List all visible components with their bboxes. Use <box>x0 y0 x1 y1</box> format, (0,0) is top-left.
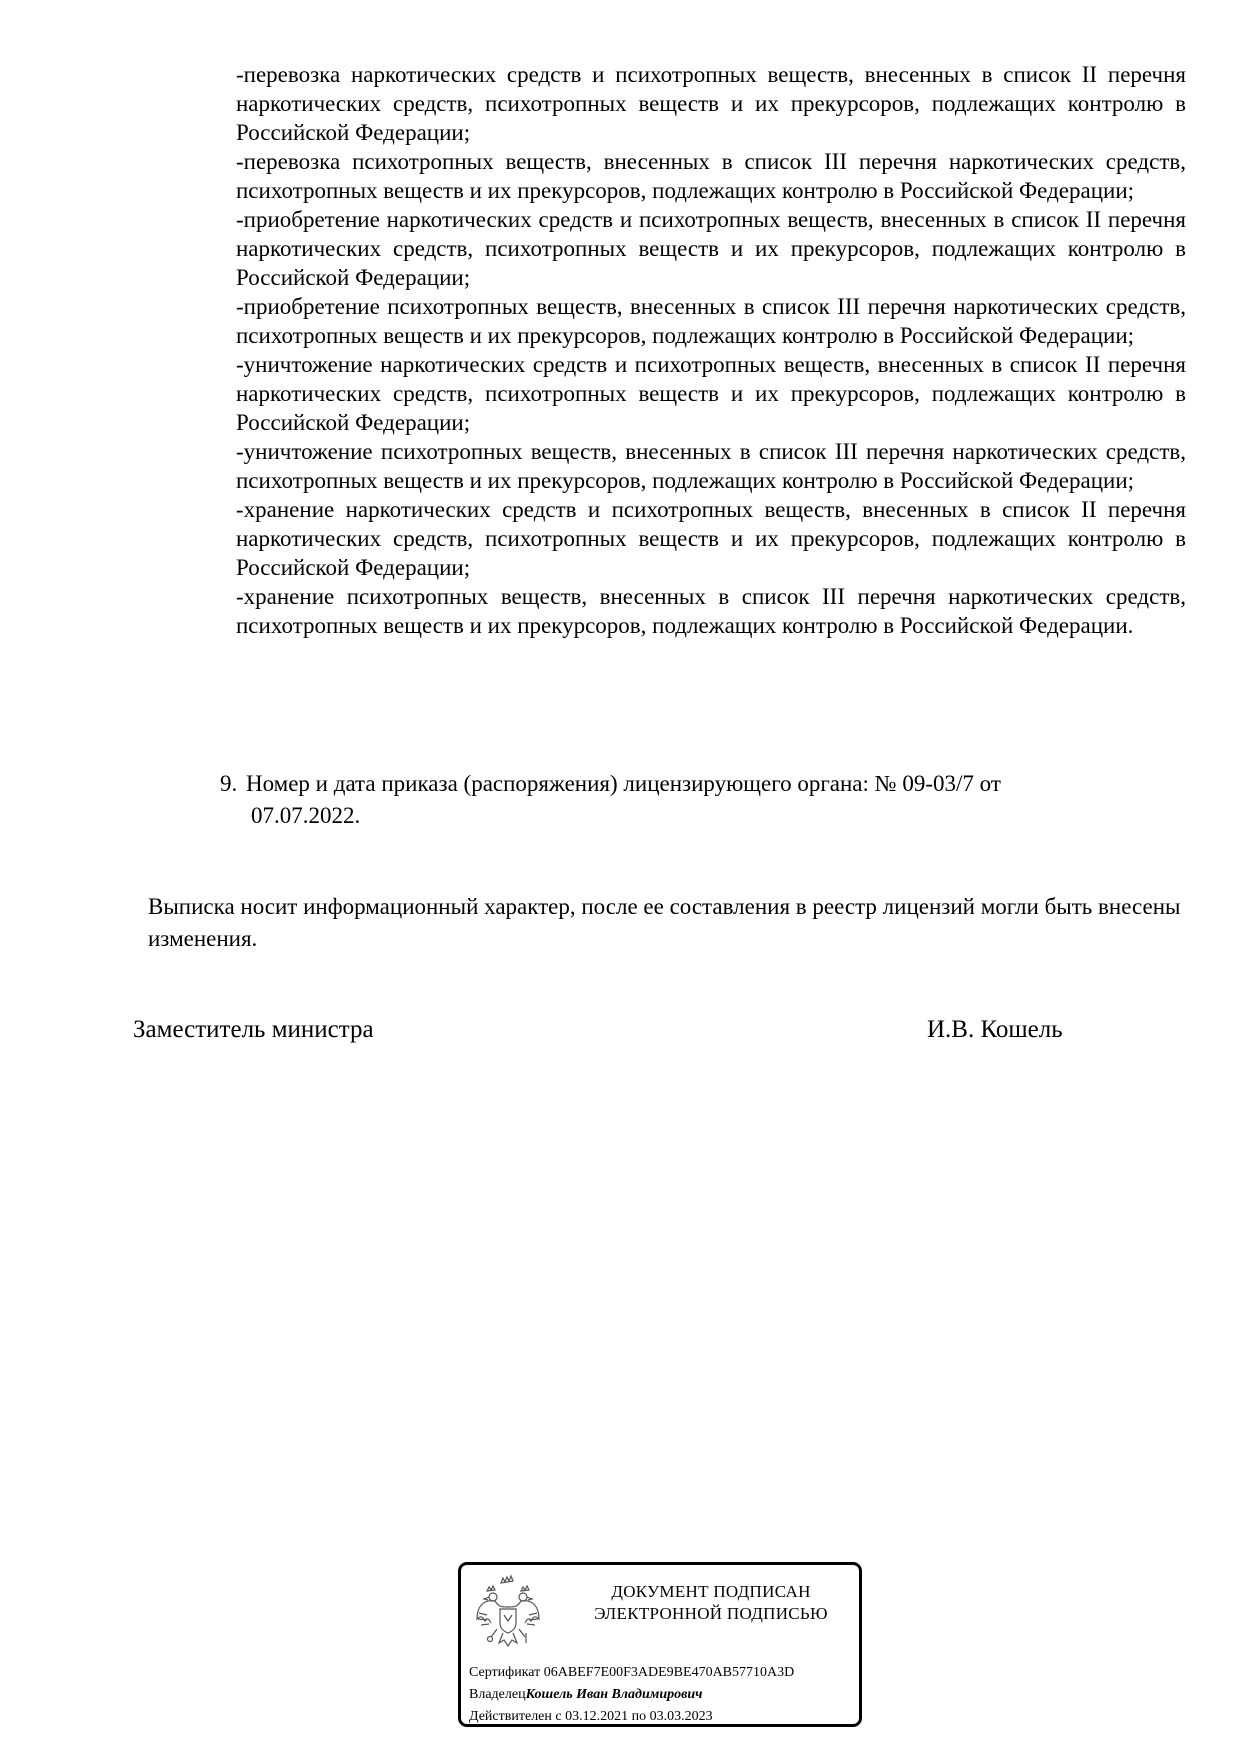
license-activity-list <box>236 60 1186 640</box>
certificate-label: Сертификат <box>469 1665 541 1680</box>
owner-label: Владелец <box>469 1687 526 1702</box>
license-item: -перевозка психотропных веществ, внесенных в список III перечня наркотических средств, психотропных веществ и их прекурсоров, подлежащих контролю в Российской Федерации; <box>236 149 1186 203</box>
order-number: 9. <box>220 771 238 796</box>
license-item: -приобретение психотропных веществ, внесенных в список III перечня наркотических средств, психотропных веществ и их прекурсоров, подлежащих контролю в Российской Федерации; <box>236 294 1186 348</box>
license-item: -уничтожение наркотических средств и психотропных веществ, внесенных в список II перечня наркотических средств, психотропных веществ и их прекурсоров, подлежащих контролю в Российской Федерации; <box>236 352 1186 435</box>
double-headed-eagle-emblem-icon <box>473 1573 543 1653</box>
order-date: 07.07.2022. <box>251 803 361 828</box>
license-item: -приобретение наркотических средств и психотропных веществ, внесенных в список II перечня наркотических средств, психотропных веществ и их прекурсоров, подлежащих контролю в Российской Федерации; <box>236 207 1186 290</box>
order-text: Номер и дата приказа (распоряжения) лицензирующего органа: № 09-03/7 от <box>246 771 1001 796</box>
certificate-value: 06ABEF7E00F3ADE9BE470AB57710A3D <box>543 1665 795 1680</box>
stamp-title-line-2: ЭЛЕКТРОННОЙ ПОДПИСЬЮ <box>594 1604 828 1623</box>
license-item: -хранение наркотических средств и психотропных веществ, внесенных в список II перечня наркотических средств, психотропных веществ и их прекурсоров, подлежащих контролю в Российской Федерации; <box>236 497 1186 580</box>
stamp-owner <box>469 1687 703 1703</box>
license-item: -уничтожение психотропных веществ, внесенных в список III перечня наркотических средств, психотропных веществ и их прекурсоров, подлежащих контролю в Российской Федерации; <box>236 439 1186 493</box>
signatory-name: И.В. Кошель <box>927 1016 1063 1043</box>
license-item: -хранение психотропных веществ, внесенных в список III перечня наркотических средств, психотропных веществ и их прекурсоров, подлежащих контролю в Российской Федерации. <box>236 584 1186 638</box>
stamp-title-line-1: ДОКУМЕНТ ПОДПИСАН <box>611 1582 811 1601</box>
owner-value: Кошель Иван Владимирович <box>525 1687 703 1702</box>
stamp-certificate <box>469 1665 794 1681</box>
signatory-position: Заместитель министра <box>133 1016 374 1043</box>
electronic-signature-stamp <box>458 1562 862 1727</box>
license-item: -перевозка наркотических средств и психотропных веществ, внесенных в список II перечня наркотических средств, психотропных веществ и их прекурсоров, подлежащих контролю в Российской Федерации; <box>236 62 1186 145</box>
stamp-title <box>561 1581 861 1625</box>
order-section <box>220 768 1120 832</box>
disclaimer-note: Выписка носит информационный характер, после ее составления в реестр лицензий могли быть внесены изменения. <box>148 894 1181 951</box>
stamp-validity: Действителен с 03.12.2021 по 03.03.2023 <box>469 1709 713 1724</box>
